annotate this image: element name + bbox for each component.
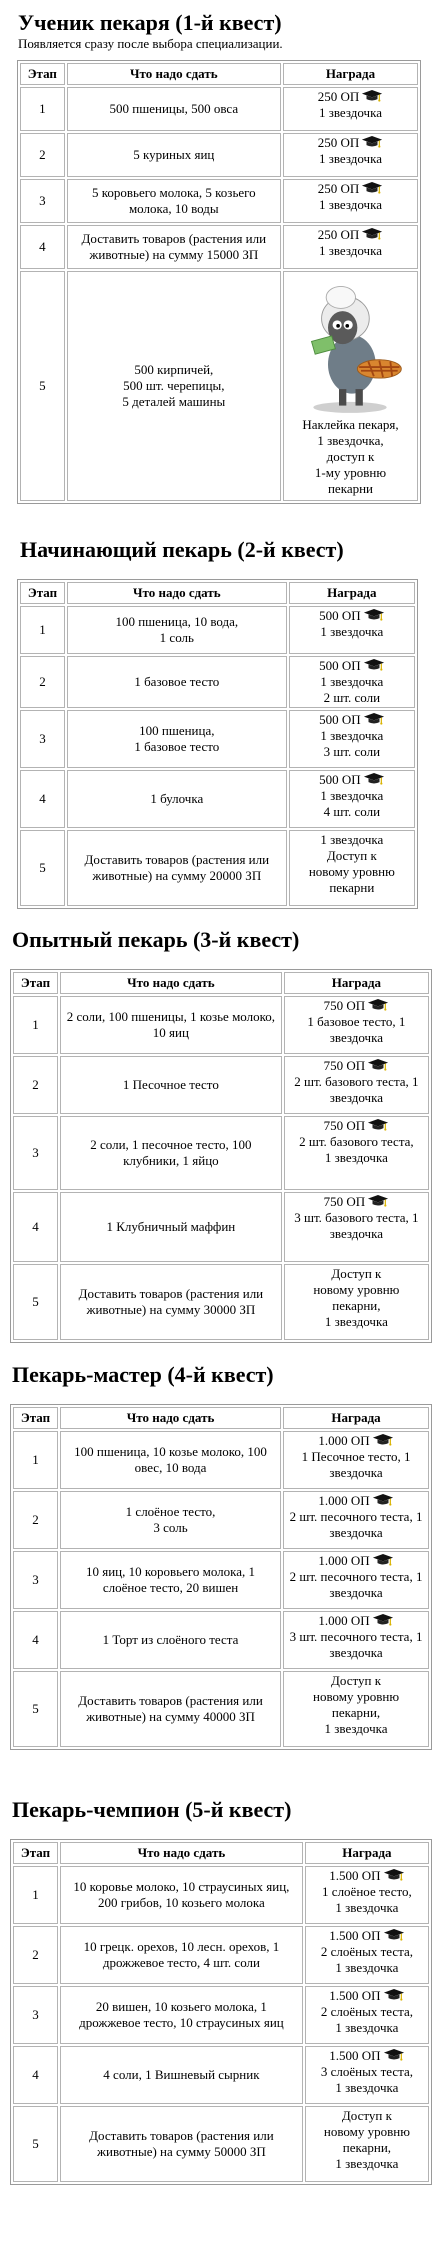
graduation-cap-icon [372, 1493, 394, 1506]
reward-line: новому уровню [313, 1689, 400, 1704]
quest-table [10, 1404, 432, 1750]
reward-line: 3 шт. песочного теста, 1 звездочка [289, 1629, 423, 1660]
reward-line: 1 звездочка [320, 788, 384, 803]
task-cell [60, 1264, 282, 1340]
reward-line: 3 слоёных теста, [320, 2064, 413, 2079]
reward-points: 250 ОП [287, 135, 414, 151]
reward-cell [289, 656, 415, 708]
column-header: Что надо сдать [60, 1407, 281, 1429]
reward-line: новому уровню [323, 2124, 410, 2139]
column-header: Награда [289, 582, 415, 604]
stage-cell: 1 [20, 606, 65, 654]
task-text: Доставить товаров (растения или животные) на сумму 50000 ЗП [89, 2128, 274, 2159]
task-cell [60, 2046, 303, 2104]
stage-cell: 2 [20, 133, 65, 177]
table-row [13, 1431, 429, 1489]
reward-cell [305, 2106, 429, 2182]
reward-line: 2 слоёных теста, [320, 2004, 413, 2019]
reward-line: 1 звездочка [318, 243, 382, 258]
task-text: 10 грецк. орехов, 10 лесн. орехов, 1 дрожжевое тесто, 4 шт. соли [83, 1939, 280, 1970]
reward-line: пекарни, [331, 1705, 381, 1720]
reward-line: Наклейка пекаря, [302, 417, 399, 432]
reward-line: новому уровню [313, 1282, 400, 1297]
table-row [13, 2046, 429, 2104]
task-cell [60, 1056, 282, 1114]
reward-cell [289, 770, 415, 828]
task-text: 100 пшеница, 10 козье молоко, 100 овес, 10 вода [74, 1444, 267, 1475]
task-line: 500 кирпичей, [134, 362, 214, 377]
quest-title: Пекарь-мастер (4-й квест) [12, 1362, 274, 1387]
task-text: Доставить товаров (растения или животные) на сумму 30000 ЗП [78, 1286, 264, 1317]
reward-cell [283, 87, 418, 131]
column-header: Этап [20, 63, 65, 85]
reward-points: 1.000 ОП [287, 1553, 425, 1569]
table-row [13, 1551, 429, 1609]
reward-line: 1 слоёное тесто, [322, 1884, 412, 1899]
task-text: 5 куриных яиц [133, 147, 215, 162]
reward-line: доступ к [326, 449, 375, 464]
task-cell [60, 1491, 281, 1549]
reward-cell [289, 830, 415, 906]
reward-cell [284, 1264, 429, 1340]
task-text: 1 Клубничный маффин [106, 1219, 236, 1234]
reward-line: 2 шт. песочного теста, 1 звездочка [289, 1569, 423, 1600]
column-header: Что надо сдать [60, 1842, 303, 1864]
reward-cell [284, 1192, 429, 1262]
task-text: Доставить товаров (растения или животные) на сумму 20000 ЗП [84, 852, 270, 883]
task-text: 10 коровье молоко, 10 страусиных яиц, 200 грибов, 10 козьего молока [73, 1879, 290, 1910]
column-header: Этап [20, 582, 65, 604]
task-text: 5 коровьего молока, 5 козьего молока, 10 воды [91, 185, 256, 216]
task-text: 10 яиц, 10 коровьего молока, 1 слоёное тесто, 20 вишен [85, 1564, 256, 1595]
task-line: 1 слоёное тесто, [125, 1504, 216, 1519]
column-header: Что надо сдать [67, 582, 287, 604]
table-header-row [13, 972, 429, 994]
reward-line: 1 звездочка [324, 1721, 388, 1736]
task-cell [60, 1431, 281, 1489]
quest-subtitle: Появляется сразу после выбора специализации. [18, 36, 283, 51]
stage-cell: 2 [13, 1926, 58, 1984]
reward-points: 1.500 ОП [309, 1868, 425, 1884]
task-text: Доставить товаров (растения или животные) на сумму 15000 ЗП [81, 231, 267, 262]
reward-line: Доступ к [331, 1673, 382, 1688]
stage-cell: 4 [13, 2046, 58, 2104]
quest-section [0, 927, 444, 1343]
reward-cell [283, 179, 418, 223]
table-row [13, 1611, 429, 1669]
reward-points: 250 ОП [287, 89, 414, 105]
table-row [13, 1056, 429, 1114]
reward-points: 1.000 ОП [287, 1613, 425, 1629]
reward-line: 2 слоёных теста, [320, 1944, 413, 1959]
table-row [13, 1986, 429, 2044]
quest-table [17, 579, 418, 909]
stage-cell: 5 [20, 271, 65, 501]
stage-cell: 1 [13, 1431, 58, 1489]
stage-cell: 3 [13, 1986, 58, 2044]
stage-cell: 5 [13, 1671, 58, 1747]
reward-line: 1 Песочное тесто, 1 звездочка [301, 1449, 411, 1480]
stage-cell: 5 [13, 1264, 58, 1340]
table-row [13, 1926, 429, 1984]
reward-line: 1 звездочка [320, 832, 384, 847]
quest-title: Опытный пекарь (3-й квест) [12, 927, 300, 952]
task-cell [60, 2106, 303, 2182]
reward-cell [283, 271, 418, 501]
reward-line: новому уровню [308, 864, 395, 879]
reward-cell [283, 1491, 429, 1549]
task-cell [67, 830, 287, 906]
column-header: Что надо сдать [67, 63, 281, 85]
stage-cell: 3 [20, 710, 65, 768]
task-cell [60, 1926, 303, 1984]
column-header: Награда [283, 63, 418, 85]
stage-cell: 3 [20, 179, 65, 223]
column-header: Награда [284, 972, 429, 994]
stage-cell: 4 [13, 1192, 58, 1262]
task-cell [67, 87, 281, 131]
reward-points: 250 ОП [287, 227, 414, 243]
reward-cell [284, 1056, 429, 1114]
reward-line: 1 звездочка, [317, 433, 384, 448]
reward-cell [283, 1431, 429, 1489]
reward-line: 3 шт. базового теста, 1 звездочка [294, 1210, 419, 1241]
reward-line: 1 звездочка [320, 728, 384, 743]
task-cell [67, 225, 281, 269]
graduation-cap-icon [361, 135, 383, 148]
column-header: Этап [13, 972, 58, 994]
stage-cell: 1 [13, 1866, 58, 1924]
task-cell [60, 996, 282, 1054]
table-header-row [13, 1842, 429, 1864]
reward-cell [283, 225, 418, 269]
task-cell [60, 1116, 282, 1190]
task-line: 5 деталей машины [122, 394, 226, 409]
task-cell [67, 710, 287, 768]
table-row [13, 996, 429, 1054]
reward-line: пекарни [327, 481, 373, 496]
reward-line: Доступ к [331, 1266, 382, 1281]
table-row [20, 656, 415, 708]
reward-line: 1 звездочка [318, 151, 382, 166]
task-cell [60, 1611, 281, 1669]
reward-points: 750 ОП [288, 1118, 425, 1134]
reward-points: 500 ОП [293, 712, 411, 728]
quest-section [0, 1797, 444, 2185]
task-cell [67, 133, 281, 177]
quest-table [10, 1839, 432, 2185]
graduation-cap-icon [383, 1988, 405, 2001]
stage-cell: 5 [13, 2106, 58, 2182]
quest-section [0, 537, 444, 909]
stage-cell: 4 [20, 770, 65, 828]
table-header-row [13, 1407, 429, 1429]
graduation-cap-icon [363, 712, 385, 725]
table-row [13, 1491, 429, 1549]
quest-title: Начинающий пекарь (2-й квест) [20, 537, 344, 562]
table-row [13, 1116, 429, 1190]
quest-title: Пекарь-чемпион (5-й квест) [12, 1797, 292, 1822]
task-cell [60, 1866, 303, 1924]
reward-points: 750 ОП [288, 998, 425, 1014]
column-header: Этап [13, 1407, 58, 1429]
table-row [13, 1192, 429, 1262]
graduation-cap-icon [361, 89, 383, 102]
reward-line: 1 звездочка [318, 197, 382, 212]
reward-cell [305, 1926, 429, 1984]
reward-line: пекарни, [342, 2140, 392, 2155]
quest-section [0, 10, 444, 504]
task-text: 1 Песочное тесто [122, 1077, 219, 1092]
table-row [20, 710, 415, 768]
reward-line: 1 звездочка [324, 1314, 388, 1329]
reward-line: 1 звездочка [335, 1960, 399, 1975]
reward-line: 1 звездочка [318, 105, 382, 120]
reward-points: 500 ОП [293, 608, 411, 624]
column-header: Этап [13, 1842, 58, 1864]
reward-line: 2 шт. песочного теста, 1 звездочка [289, 1509, 423, 1540]
table-row [20, 606, 415, 654]
task-text: 1 базовое тесто [134, 674, 220, 689]
graduation-cap-icon [383, 1868, 405, 1881]
reward-points: 1.500 ОП [309, 2048, 425, 2064]
reward-points: 1.000 ОП [287, 1433, 425, 1449]
quest-title: Ученик пекаря (1-й квест) [18, 10, 282, 35]
table-row [13, 2106, 429, 2182]
baker-sheep-illustration [295, 277, 405, 415]
table-row [20, 830, 415, 906]
table-row [13, 1671, 429, 1747]
quest-section [0, 1362, 444, 1750]
reward-line: 1 звездочка [335, 2020, 399, 2035]
stage-cell: 4 [13, 1611, 58, 1669]
graduation-cap-icon [363, 608, 385, 621]
graduation-cap-icon [372, 1553, 394, 1566]
reward-cell [283, 133, 418, 177]
task-text: Доставить товаров (растения или животные) на сумму 40000 ЗП [78, 1693, 263, 1724]
task-cell [60, 1551, 281, 1609]
table-row [20, 225, 418, 269]
graduation-cap-icon [367, 998, 389, 1011]
task-cell [60, 1192, 282, 1262]
table-header-row [20, 63, 418, 85]
task-cell [60, 1671, 281, 1747]
task-line: 100 пшеница, 10 вода, [115, 614, 239, 629]
reward-line: 1 звездочка [335, 1900, 399, 1915]
graduation-cap-icon [367, 1058, 389, 1071]
reward-cell [289, 606, 415, 654]
task-cell [67, 271, 281, 501]
reward-points: 500 ОП [293, 772, 411, 788]
graduation-cap-icon [363, 772, 385, 785]
quest-table [17, 60, 421, 504]
reward-points: 750 ОП [288, 1058, 425, 1074]
table-header-row [20, 582, 415, 604]
task-cell [60, 1986, 303, 2044]
reward-cell [305, 1986, 429, 2044]
reward-points: 750 ОП [288, 1194, 425, 1210]
reward-line: 1 базовое тесто, 1 звездочка [307, 1014, 406, 1045]
stage-cell: 1 [13, 996, 58, 1054]
reward-line: 3 шт. соли [323, 744, 381, 759]
task-text: 1 булочка [150, 791, 204, 806]
graduation-cap-icon [372, 1433, 394, 1446]
reward-line: 2 шт. базового теста, [299, 1134, 414, 1149]
task-line: 100 пшеница, [139, 723, 215, 738]
graduation-cap-icon [383, 1928, 405, 1941]
reward-line: пекарни, [332, 1298, 381, 1313]
stage-cell: 3 [13, 1551, 58, 1609]
table-row [20, 87, 418, 131]
reward-points: 1.000 ОП [287, 1493, 425, 1509]
reward-points: 1.500 ОП [309, 1928, 425, 1944]
reward-line: 1 звездочка [324, 1150, 388, 1165]
task-line: 1 соль [159, 630, 194, 645]
reward-line: 2 шт. базового теста, 1 звездочка [294, 1074, 419, 1105]
table-row [20, 179, 418, 223]
reward-cell [283, 1551, 429, 1609]
table-row [20, 770, 415, 828]
graduation-cap-icon [361, 181, 383, 194]
task-text: 4 соли, 1 Вишневый сырник [103, 2067, 260, 2082]
task-line: 1 базовое тесто [134, 739, 220, 754]
stage-cell: 3 [13, 1116, 58, 1190]
stage-cell: 2 [13, 1056, 58, 1114]
task-cell [67, 656, 287, 708]
column-header: Награда [283, 1407, 429, 1429]
stage-cell: 1 [20, 87, 65, 131]
table-row [20, 271, 418, 501]
reward-points: 1.500 ОП [309, 1988, 425, 2004]
reward-line: 2 шт. соли [323, 690, 381, 705]
reward-line: 1 звездочка [335, 2080, 399, 2095]
graduation-cap-icon [363, 658, 385, 671]
reward-points: 250 ОП [287, 181, 414, 197]
task-cell [67, 606, 287, 654]
task-text: 2 соли, 1 песочное тесто, 100 клубники, 1 яйцо [90, 1137, 252, 1168]
task-text: 1 Торт из слоёного теста [102, 1632, 239, 1647]
table-row [20, 133, 418, 177]
stage-cell: 2 [13, 1491, 58, 1549]
task-text: 2 соли, 100 пшеницы, 1 козье молоко, 10 яиц [66, 1009, 276, 1040]
column-header: Награда [305, 1842, 429, 1864]
graduation-cap-icon [367, 1194, 389, 1207]
task-line: 3 соль [153, 1520, 188, 1535]
quest-table [10, 969, 432, 1343]
task-cell [67, 179, 281, 223]
graduation-cap-icon [383, 2048, 405, 2061]
reward-cell [305, 2046, 429, 2104]
reward-line: 1 звездочка [335, 2156, 399, 2171]
graduation-cap-icon [361, 227, 383, 240]
stage-cell: 5 [20, 830, 65, 906]
reward-line: 4 шт. соли [323, 804, 381, 819]
reward-cell [305, 1866, 429, 1924]
reward-cell [284, 996, 429, 1054]
task-cell [67, 770, 287, 828]
table-row [13, 1264, 429, 1340]
task-line: 500 шт. черепицы, [123, 378, 225, 393]
table-row [13, 1866, 429, 1924]
stage-cell: 2 [20, 656, 65, 708]
graduation-cap-icon [367, 1118, 389, 1131]
reward-line: пекарни [329, 880, 375, 895]
reward-points: 500 ОП [293, 658, 411, 674]
reward-cell [289, 710, 415, 768]
reward-line: 1-му уровню [314, 465, 387, 480]
reward-line: 1 звездочка [320, 624, 384, 639]
task-text: 20 вишен, 10 козьего молока, 1 дрожжевое тесто, 10 страусиных яиц [79, 1999, 284, 2030]
reward-cell [283, 1611, 429, 1669]
stage-cell: 4 [20, 225, 65, 269]
reward-line: Доступ к [326, 848, 377, 863]
task-text: 500 пшеницы, 500 овса [109, 101, 239, 116]
reward-cell [284, 1116, 429, 1190]
graduation-cap-icon [372, 1613, 394, 1626]
column-header: Что надо сдать [60, 972, 282, 994]
reward-line: Доступ к [341, 2108, 392, 2123]
reward-line: 1 звездочка [320, 674, 384, 689]
reward-cell [283, 1671, 429, 1747]
